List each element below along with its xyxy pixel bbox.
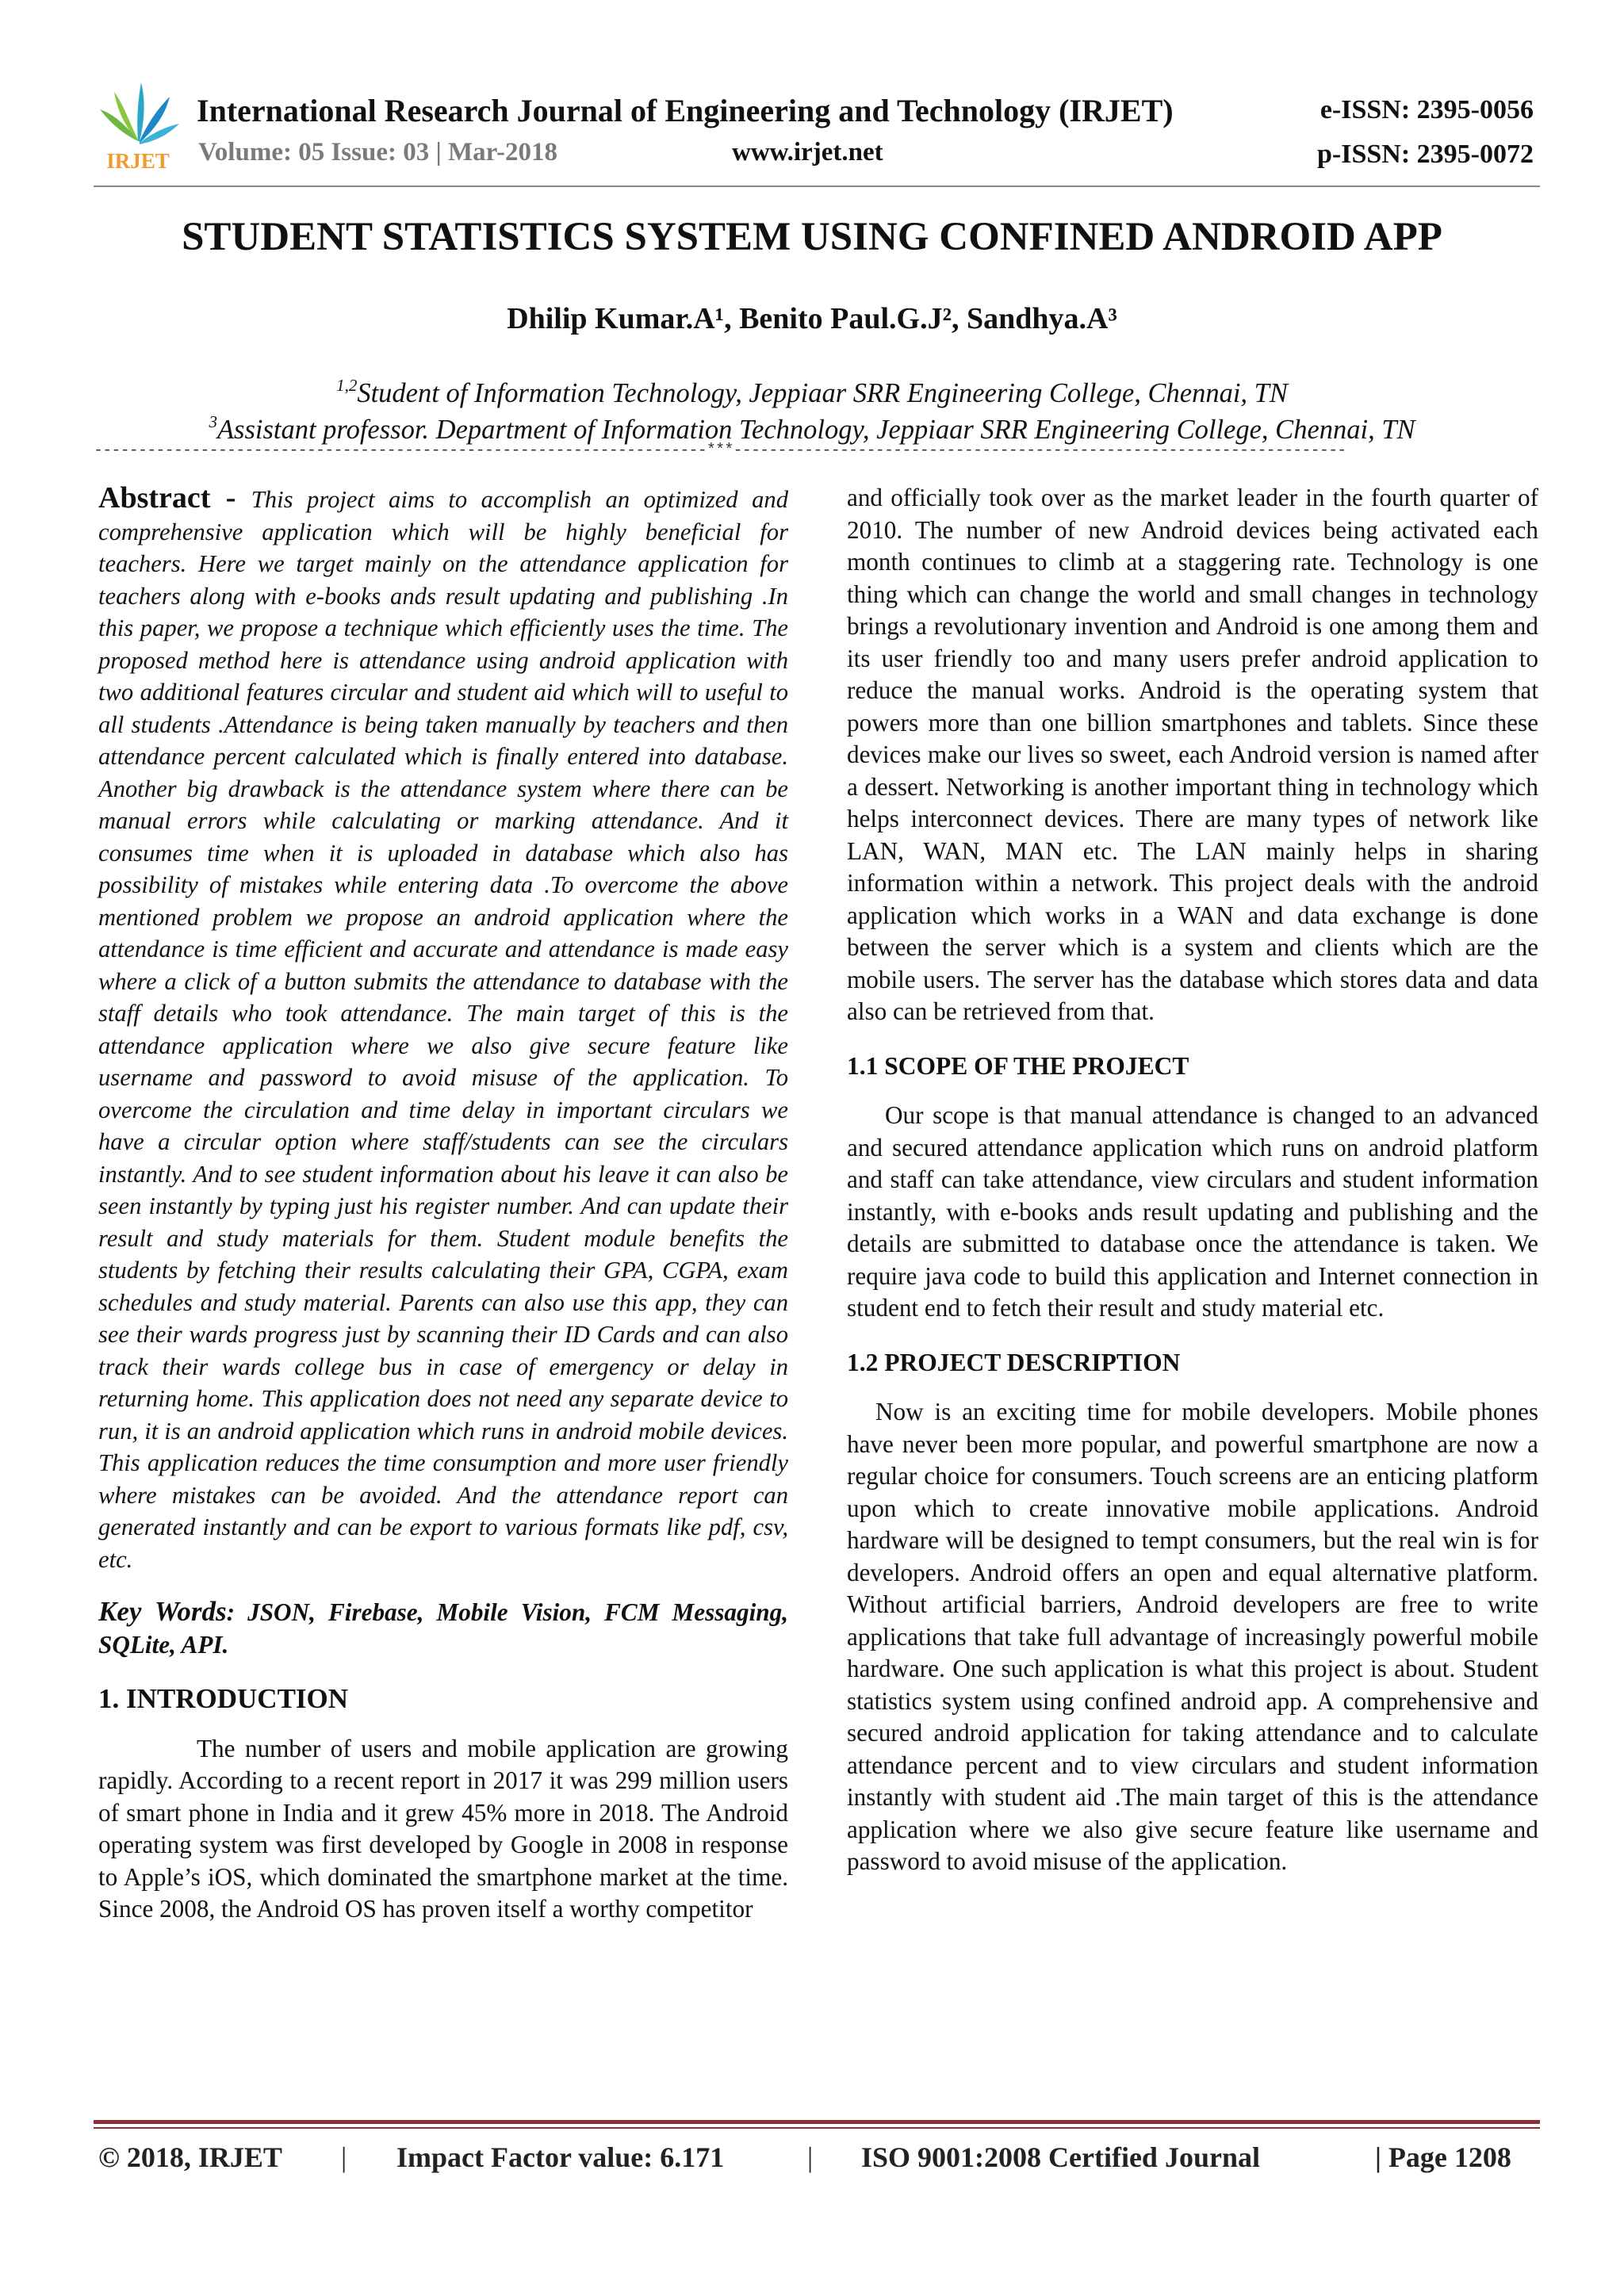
affiliation-2-text: Assistant professor. Department of Information Technology, Jeppiaar SRR Engineering College, Chennai, TN <box>216 415 1415 445</box>
paper-title: STUDENT STATISTICS SYSTEM USING CONFINED ANDROID APP <box>182 215 1442 259</box>
description-heading: 1.2 PROJECT DESCRIPTION <box>847 1348 1181 1376</box>
journal-title: International Research Journal of Engineering and Technology (IRJET) <box>197 93 1174 128</box>
footer-copyright: © 2018, IRJET <box>98 2141 282 2173</box>
keywords-label: Key Words <box>98 1596 227 1627</box>
abstract <box>98 482 788 1575</box>
logo-text: IRJET <box>106 149 170 173</box>
footer-rule-thin <box>94 2127 1540 2129</box>
keywords-text: : JSON, Firebase, Mobile Vision, FCM Messaging, SQLite, API. <box>98 1598 788 1659</box>
affiliation-1-text: Student of Information Technology, Jeppiaar SRR Engineering College, Chennai, TN <box>357 378 1288 408</box>
affiliation-2-marker: 3 <box>209 412 217 431</box>
affiliation-1-marker: 1,2 <box>336 376 358 395</box>
e-issn: e-ISSN: 2395-0056 <box>1320 95 1534 124</box>
right-column <box>847 482 1538 1878</box>
issue-info: Volume: 05 Issue: 03 | Mar-2018 <box>198 138 558 166</box>
affiliation-1 <box>0 376 1624 409</box>
introduction-paragraph-2: and officially took over as the market leader in the fourth quarter of 2010. The number of new Android devices being activated each month continues to climb at a staggering rate. Technology is one thing which can change the world and small changes in technology brings a revolutionary invention and Android is one among them and its user friendly too and many users prefer android application to reduce the manual works. Android is the operating system that powers more than one billion smartphones and tablets. Since these devices make our lives so sweet, each Android version is named after a dessert. Networking is another important thing in technology which helps interconnect devices. There are many types of network like LAN, WAN, MAN etc. The LAN mainly helps in sharing information within a network. This project deals with the android application which works in a WAN and data exchange is done between the server which is a system and clients which are the mobile users. The server has the database which stores data and data also can be retrieved from that. <box>847 484 1538 1025</box>
abstract-text: This project aims to accomplish an optimized and comprehensive application which will be highly beneficial for teachers. Here we target mainly on the attendance application for teachers along with e-books ands result updating and publishing .In this paper, we propose a technique which efficiently uses the time. The proposed method here is attendance using android application with two additional features circular and student aid which will to useful to all students .Attendance is being taken manually by teachers and then attendance percent calculated which is finally entered into database. Another big drawback is the attendance system where there can be manual errors while calculating or marking attendance. And it consumes time when it is uploaded in database which also has possibility of mistakes while entering data .To overcome the above mentioned problem we propose an android application where the attendance is time efficient and accurate and attendance is made easy where a click of a button submits the attendance to database with the staff details who took attendance. The main target of this is the attendance application where we also give secure feature like username and password to avoid misuse of the application. To overcome the circulation and time delay in important circulars we have a circular option where staff/students can see the circulars instantly. And to see student information about his leave it can also be seen instantly by typing just his register number. And can update their result and study materials for them. Student module benefits the students by fetching their results calculating their GPA, CGPA, exam schedules and study material. Parents can also use this app, they can see their wards progress just by scanning their ID Cards and can also track their wards college bus in case of emergency or delay in returning home. This application does not need any separate device to run, it is an android application which runs in android mobile devices. This application reduces the time consumption and more user friendly where mistakes can be avoided. And the attendance report can generated instantly and can be export to various formats like pdf, csv, etc. <box>98 486 789 1573</box>
left-column <box>98 482 788 1926</box>
header-rule <box>94 186 1540 187</box>
footer-iso: ISO 9001:2008 Certified Journal <box>861 2141 1260 2173</box>
irjet-logo <box>94 78 182 173</box>
affiliation-2 <box>0 412 1624 446</box>
introduction-paragraph-1: The number of users and mobile application are growing rapidly. According to a recent report in 2017 it was 299 million users of smart phone in India and it grew 45% more in 2018. The Android operating system was first developed by Google in 2008 in response to Apple’s iOS, which dominated the smartphone market at the time. Since 2008, the Android OS has proven itself a worthy competitor <box>98 1734 788 1923</box>
logo-leaves-icon <box>100 82 179 144</box>
footer-rule-thick <box>94 2120 1540 2124</box>
footer-separator-1: | <box>341 2141 347 2173</box>
footer-impact-factor: Impact Factor value: 6.171 <box>396 2141 725 2173</box>
footer-separator-2: | <box>807 2141 814 2173</box>
introduction-heading: 1. INTRODUCTION <box>98 1683 349 1714</box>
journal-website[interactable]: www.irjet.net <box>732 138 883 166</box>
description-paragraph: Now is an exciting time for mobile developers. Mobile phones have never been more popular, and powerful smartphone are now a regular choice for consumers. Touch screens are an enticing platform upon which to create innovative mobile applications. Android hardware will be designed to tempt consumers, but the real win is for developers. Android offers an open and equal alternative platform. Without artificial barriers, Android developers are free to write applications that take full advantage of increasingly powerful mobile hardware. One such application is what this project is about. Student statistics system using confined android app. A comprehensive and secured android application for taking attendance and to calculate attendance percent and to view circulars and student information instantly with student aid .The main target of this is the attendance application where we also give secure feature like username and password to avoid misuse of the application. <box>847 1398 1538 1875</box>
keywords <box>98 1596 788 1661</box>
p-issn: p-ISSN: 2395-0072 <box>1317 140 1534 169</box>
abstract-heading: Abstract - <box>98 481 251 515</box>
scope-heading: 1.1 SCOPE OF THE PROJECT <box>847 1051 1189 1080</box>
footer-page-number: | Page 1208 <box>1375 2141 1511 2173</box>
authors: Dhilip Kumar.A¹, Benito Paul.G.J², Sandhya.A³ <box>507 302 1117 335</box>
section-separator: ---------------------------------------------------------------------***--------------------------------------------------------------------- <box>94 442 1346 460</box>
scope-paragraph: Our scope is that manual attendance is changed to an advanced and secured attendance application which runs on android platform and staff can take attendance, view circulars and student information instantly, with e-books ands result updating and publishing and the details are submitted to database once the attendance is taken. We require java code to build this application and Internet connection in student end to fetch their result and study material etc. <box>847 1101 1538 1322</box>
